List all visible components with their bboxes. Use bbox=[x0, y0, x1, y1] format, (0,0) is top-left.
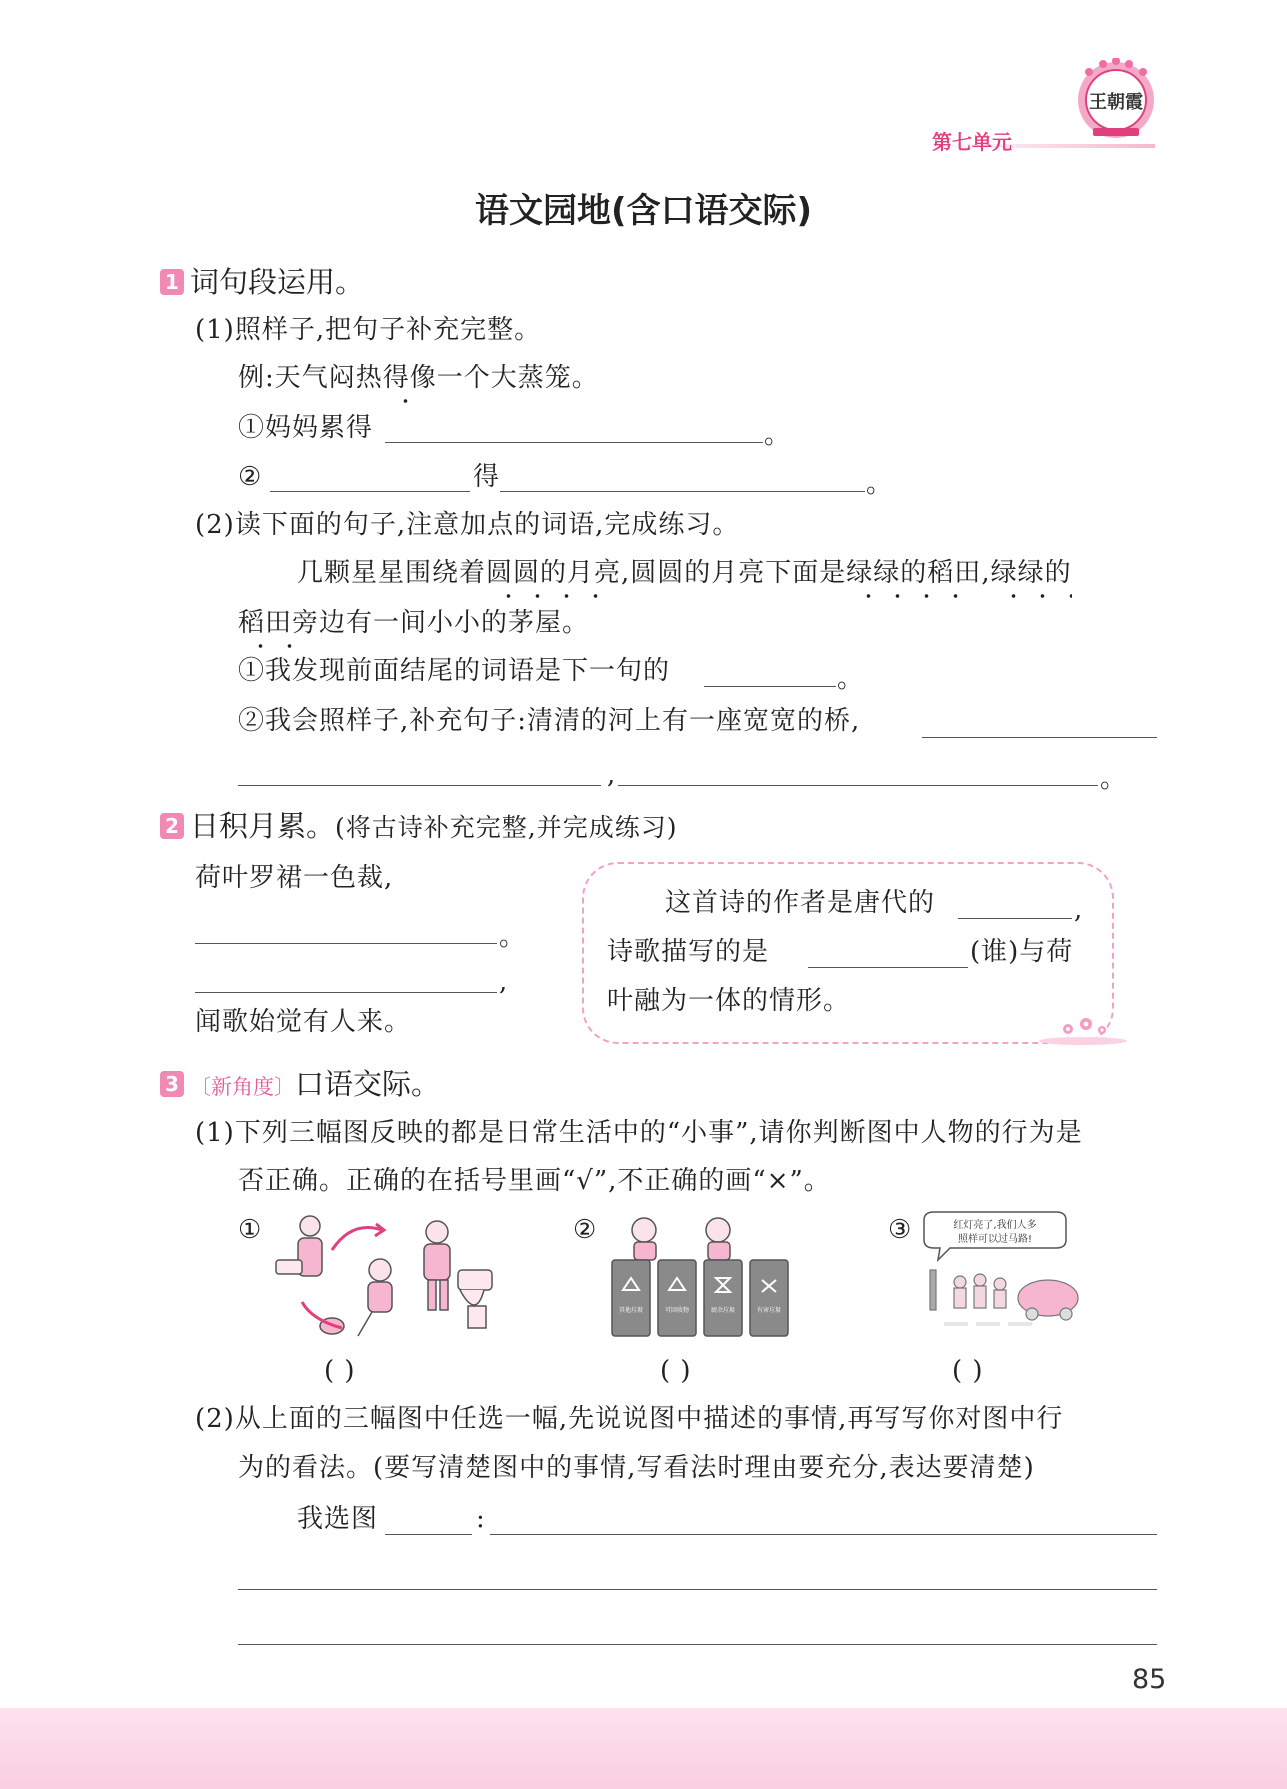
s1-item2-blank-a[interactable] bbox=[270, 491, 470, 492]
section2-heading bbox=[160, 808, 677, 846]
picture2-answer-bracket[interactable]: ( ) bbox=[660, 1356, 692, 1386]
s1-question2: ②我会照样子,补充句子:清清的河上有一座宽宽的桥, bbox=[238, 706, 861, 736]
picture3-label: ③ bbox=[888, 1215, 913, 1245]
picture3-bubble-line1: 红灯亮了,我们人多 bbox=[953, 1220, 1037, 1231]
picture3-answer-bracket[interactable]: ( ) bbox=[952, 1356, 984, 1386]
s1-item2-blank-b[interactable] bbox=[500, 491, 865, 492]
picture1-chores-illustration bbox=[272, 1210, 502, 1340]
s1-question1-blank[interactable] bbox=[704, 686, 836, 687]
section2-note: (将古诗补充完整,并完成练习) bbox=[335, 813, 678, 842]
choose-picture-label: 我选图 bbox=[297, 1504, 379, 1534]
s3-part2-line1: (2)从上面的三幅图中任选一幅,先说说图中描述的事情,再写写你对图中行 bbox=[195, 1404, 1064, 1434]
bubble-line2-post: (谁)与荷 bbox=[970, 937, 1074, 967]
bin-label-4: 有害垃圾 bbox=[756, 1307, 782, 1314]
bubble-author-blank[interactable] bbox=[958, 918, 1072, 919]
s1-question2-blank-c[interactable] bbox=[618, 785, 1098, 786]
picture1-answer-bracket[interactable]: ( ) bbox=[324, 1356, 356, 1386]
poem-line3-blank[interactable] bbox=[195, 992, 497, 993]
answer-line-1[interactable] bbox=[490, 1534, 1157, 1535]
s1-part1-instruction: (1)照样子,把句子补充完整。 bbox=[195, 315, 542, 345]
s1-item2-label: ② bbox=[238, 462, 263, 492]
poem-line3-end: , bbox=[499, 967, 509, 997]
s1-part2-instruction: (2)读下面的句子,注意加点的词语,完成练习。 bbox=[195, 510, 740, 540]
s1-item1-end: 。 bbox=[764, 420, 792, 450]
answer-line-2[interactable] bbox=[238, 1589, 1157, 1590]
s1-item1-blank[interactable] bbox=[385, 442, 763, 443]
section3-heading bbox=[160, 1066, 440, 1105]
choose-picture-blank[interactable] bbox=[385, 1534, 472, 1535]
s1-paragraph-line1: 几颗星星围绕着圆圆的月亮,圆圆的月亮下面是绿绿的稻田,绿绿的 bbox=[297, 558, 1072, 588]
s1-question1-end: 。 bbox=[837, 664, 865, 694]
poem-line1: 荷叶罗裙一色裁, bbox=[195, 863, 394, 893]
poem-line2-end: 。 bbox=[499, 922, 527, 952]
bin-label-3: 厨余垃圾 bbox=[710, 1307, 736, 1314]
page-number: 85 bbox=[1132, 1664, 1167, 1695]
footer-band bbox=[0, 1708, 1287, 1789]
section1-heading bbox=[160, 264, 364, 300]
new-angle-tag: 〔新角度〕 bbox=[190, 1075, 295, 1099]
s1-question2-blank-b[interactable] bbox=[238, 785, 601, 786]
bin-label-1: 其他垃圾 bbox=[618, 1307, 644, 1314]
page-title: 语文园地(含口语交际) bbox=[474, 191, 813, 231]
section3-title: 口语交际。 bbox=[295, 1067, 441, 1101]
logo-text: 王朝霞 bbox=[1089, 92, 1143, 113]
section3-number: 3 bbox=[160, 1071, 184, 1097]
s3-part1-line1: (1)下列三幅图反映的都是日常生活中的“小事”,请你判断图中人物的行为是 bbox=[195, 1118, 1083, 1148]
bin-label-2: 可回收物 bbox=[664, 1307, 690, 1314]
section1-number: 1 bbox=[160, 269, 184, 295]
bubble-who-blank[interactable] bbox=[808, 967, 968, 968]
s1-item2-end: 。 bbox=[866, 469, 894, 499]
picture3-bubble-line2: 照样可以过马路! bbox=[957, 1234, 1033, 1245]
picture2-trash-sorting-illustration bbox=[606, 1212, 806, 1340]
s1-paragraph-line2: 稻田旁边有一间小小的茅屋。 bbox=[238, 608, 590, 638]
s1-question2-comma: , bbox=[607, 760, 617, 790]
bubble-line1-end: , bbox=[1074, 895, 1084, 925]
picture2-label: ② bbox=[573, 1215, 598, 1245]
bubble-line2-pre: 诗歌描写的是 bbox=[607, 937, 770, 967]
s3-part1-line2: 否正确。正确的在括号里画“√”,不正确的画“×”。 bbox=[238, 1166, 831, 1196]
s1-item1-label: ①妈妈累得 bbox=[238, 413, 374, 443]
s1-question2-end: 。 bbox=[1100, 764, 1128, 794]
poem-line2-blank[interactable] bbox=[195, 943, 497, 944]
s1-question2-blank-a[interactable] bbox=[922, 737, 1157, 738]
choose-picture-colon: : bbox=[476, 1504, 486, 1534]
picture1-label: ① bbox=[238, 1215, 263, 1245]
section1-title: 词句段运用。 bbox=[190, 265, 365, 299]
s1-example: 例:天气闷热得像一个大蒸笼。 bbox=[238, 363, 599, 393]
answer-line-3[interactable] bbox=[238, 1644, 1157, 1645]
bubble-line3: 叶融为一体的情形。 bbox=[607, 986, 851, 1016]
picture3-crossing-illustration bbox=[920, 1210, 1090, 1340]
s1-item2-mid: 得 bbox=[473, 462, 501, 492]
brand-logo bbox=[1075, 58, 1157, 140]
bubble-line1: 这首诗的作者是唐代的 bbox=[665, 888, 936, 918]
s1-question1: ①我发现前面结尾的词语是下一句的 bbox=[238, 656, 671, 686]
poem-line4: 闻歌始觉有人来。 bbox=[195, 1007, 412, 1037]
section2-number: 2 bbox=[160, 813, 184, 839]
unit-label: 第七单元 bbox=[932, 130, 1012, 154]
s3-part2-line2: 为的看法。(要写清楚图中的事情,写看法时理由要充分,表达要清楚) bbox=[238, 1453, 1035, 1483]
section2-title: 日积月累。 bbox=[190, 809, 336, 843]
flower-decoration bbox=[1038, 1015, 1128, 1045]
